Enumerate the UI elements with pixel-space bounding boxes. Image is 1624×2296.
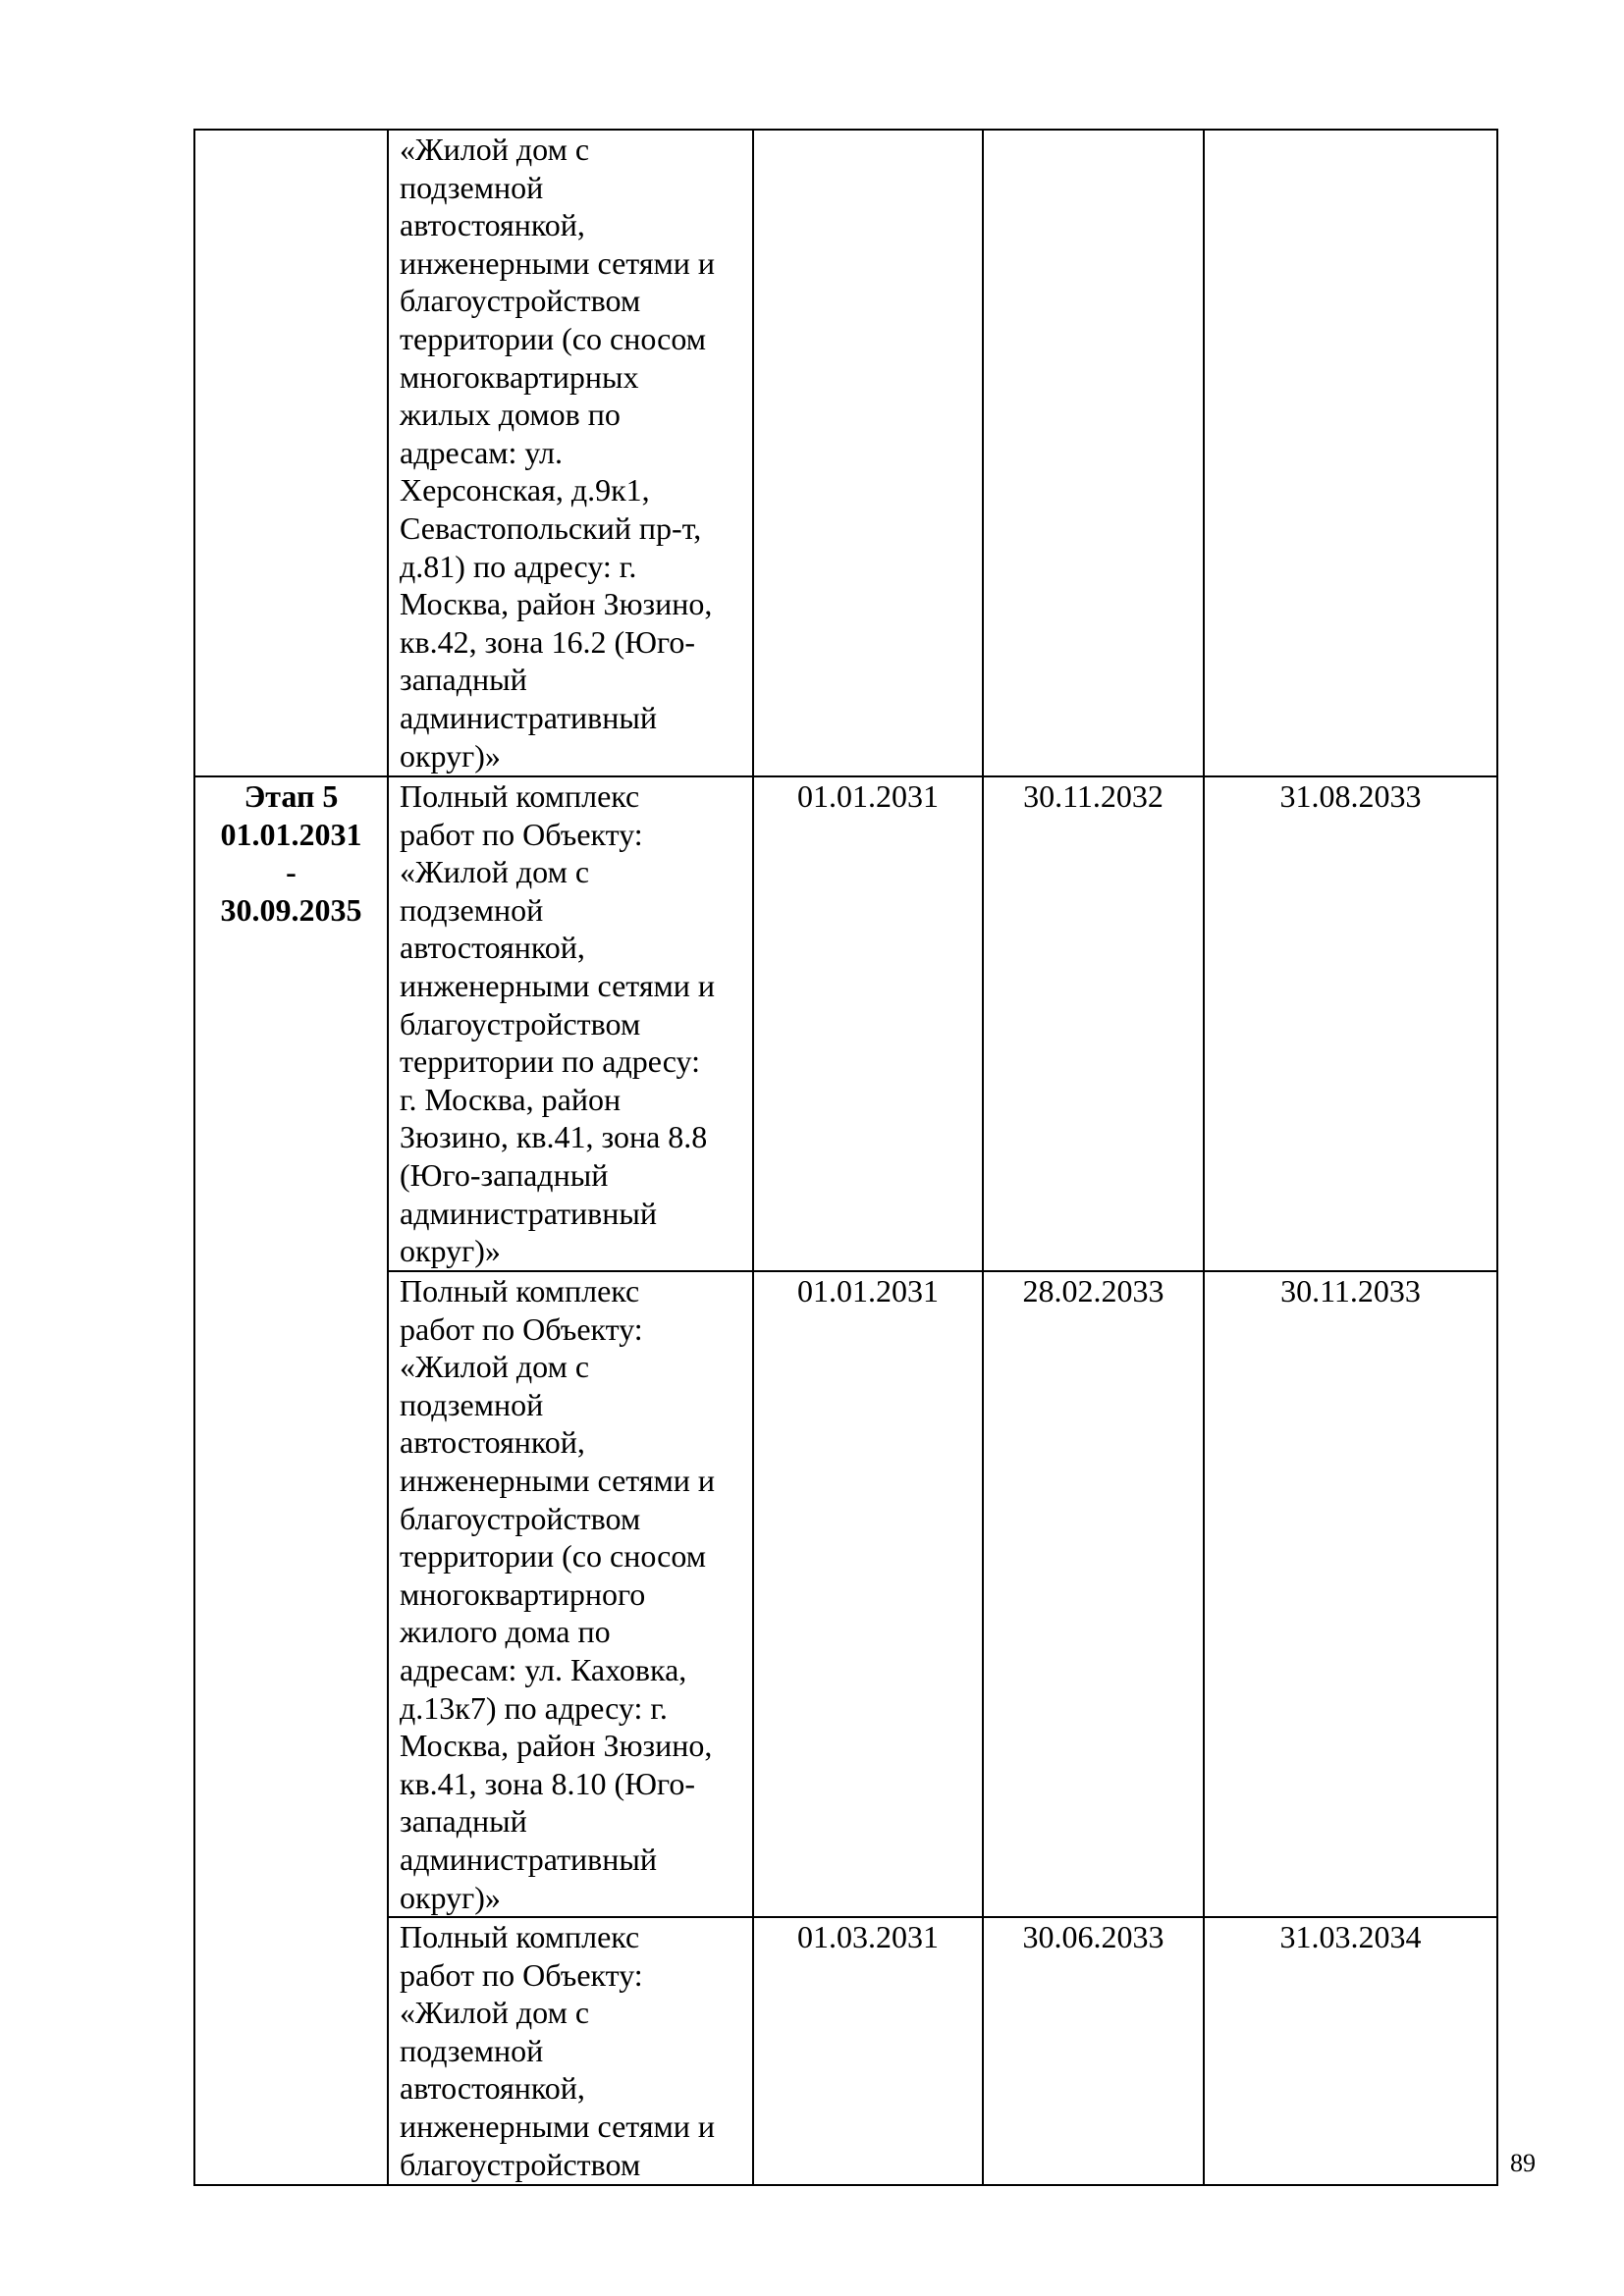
stage-cell-empty	[194, 130, 388, 776]
stage-label	[195, 777, 387, 929]
table-row	[194, 1271, 1497, 1917]
end-date-cell: 30.11.2033	[1204, 1271, 1497, 1917]
mid-date-cell: 30.06.2033	[983, 1917, 1204, 2185]
table-row	[194, 776, 1497, 1271]
stage-cell	[194, 776, 388, 2185]
object-description-cell	[388, 1917, 753, 2185]
end-date-cell: 31.03.2034	[1204, 1917, 1497, 2185]
stage-end: 30.09.2035	[220, 891, 362, 928]
object-description-cell	[388, 130, 753, 776]
page-number: 89	[1510, 2149, 1536, 2177]
mid-date-cell: 30.11.2032	[983, 776, 1204, 1271]
schedule-table	[193, 129, 1498, 2186]
start-date-cell	[753, 130, 983, 776]
start-date-cell: 01.03.2031	[753, 1917, 983, 2185]
stage-start: 01.01.2031	[220, 816, 362, 852]
stage-dash: -	[286, 854, 297, 890]
end-date-cell: 31.08.2033	[1204, 776, 1497, 1271]
table-row	[194, 1917, 1497, 2185]
stage-title: Этап 5	[244, 778, 339, 814]
object-description: Полный комплекс работ по Объекту: «Жилой дом с подземной автостоянкой, инженерными сетями и благоустройством	[400, 1919, 716, 2182]
table-row	[194, 130, 1497, 776]
object-description-cell	[388, 776, 753, 1271]
start-date-cell: 01.01.2031	[753, 1271, 983, 1917]
object-description: Полный комплекс работ по Объекту: «Жилой дом с подземной автостоянкой, инженерными сетями и благоустройством территории по адресу: г. Москва, район Зюзино, кв.41, зона 8.8 (Юго-западный административный округ)»	[400, 778, 716, 1269]
object-description-cell	[388, 1271, 753, 1917]
object-description: «Жилой дом с подземной автостоянкой, инженерными сетями и благоустройством территории (со сносом многоквартирных жилых домов по адресам: ул. Херсонская, д.9к1, Севастопольский пр-т, д.81) по адресу: г. Москва, район Зюзино, кв.42, зона 16.2 (Юго- западный административный округ)»	[400, 132, 716, 774]
mid-date-cell	[983, 130, 1204, 776]
start-date-cell: 01.01.2031	[753, 776, 983, 1271]
mid-date-cell: 28.02.2033	[983, 1271, 1204, 1917]
end-date-cell	[1204, 130, 1497, 776]
object-description: Полный комплекс работ по Объекту: «Жилой дом с подземной автостоянкой, инженерными сетями и благоустройством территории (со сносом многоквартирного жилого дома по адресам: ул. Каховка, д.13к7) по адресу: г. Москва, район Зюзино, кв.41, зона 8.10 (Юго- западный административный округ)»	[400, 1273, 716, 1915]
